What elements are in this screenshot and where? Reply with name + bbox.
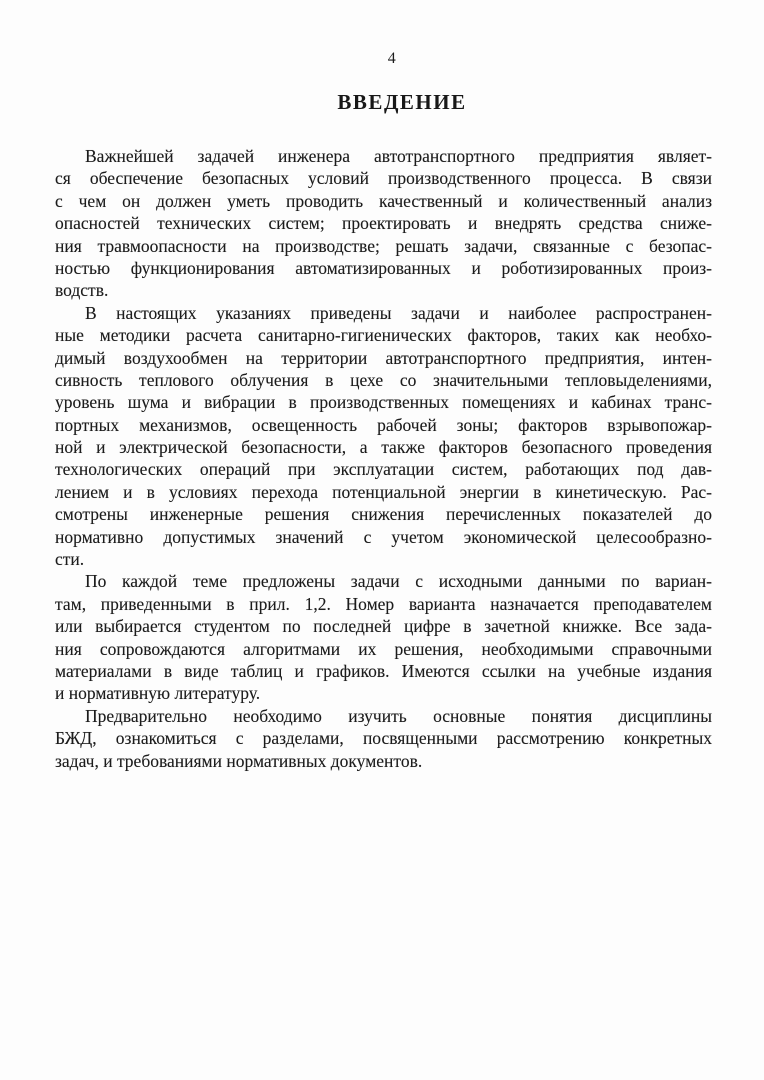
page-title: ВВЕДЕНИЕ [337,90,467,114]
text-line: задач, и требованиями нормативных документов. [55,750,423,771]
text-line: Важнейшей задачей инженера автотранспортного предприятия являет- [85,146,712,166]
text-line: По каждой теме предложены задачи с исходными данными по вариан- [85,571,712,592]
text-line: водств. [55,280,109,301]
text-line: ностью функционирования автоматизированных и роботизированных произ- [55,257,712,278]
text-line: ные методики расчета санитарно-гигиенических факторов, таких как необхо- [55,325,712,346]
text-line: ной и электрической безопасности, а также факторов безопасного проведения [55,437,712,458]
text-line: нормативно допустимых значений с учетом экономической целесообразно- [55,526,712,547]
text-line: Предварительно необходимо изучить основные понятия дисциплины [85,705,712,726]
text-line: БЖД, ознакомиться с разделами, посвященными рассмотрению конкретных [55,728,712,749]
text-line: уровень шума и вибрации в производственных помещениях и кабинах транс- [55,392,712,413]
text-line: сивность теплового облучения в цехе со значительными тепловыделениями, [55,369,712,390]
text-line: материалами в виде таблиц и графиков. Имеются ссылки на учебные издания [55,660,712,681]
text-line: или выбирается студентом по последней цифре в зачетной книжке. Все зада- [55,616,712,637]
text-line: и нормативную литературу. [55,683,261,704]
text-line: там, приведенными в прил. 1,2. Номер варианта назначается преподавателем [55,593,712,614]
text-line: ния травмоопасности на производстве; решать задачи, связанные с безопас- [55,235,712,256]
paragraph [55,705,712,772]
text-line: портных механизмов, освещенность рабочей зоны; факторов взрывопожар- [55,414,712,435]
page-number: 4 [387,50,397,67]
text-line: димый воздухообмен на территории автотранспортного предприятия, интен- [55,347,712,368]
text-line: смотрены инженерные решения снижения перечисленных показателей до [55,504,712,525]
text-line: сти. [55,549,85,570]
text-line: опасностей технических систем; проектировать и внедрять средства сниже- [55,213,712,234]
text-line: ния сопровождаются алгоритмами их решения, необходимыми справочными [55,638,712,659]
paragraph [55,145,712,302]
text-line: технологических операций при эксплуатации систем, работающих под дав- [55,459,712,480]
paragraph [55,302,712,571]
text-line: В настоящих указаниях приведены задачи и наиболее распространен- [85,302,712,323]
text-line: с чем он должен уметь проводить качественный и количественный анализ [55,190,712,211]
text-line: лением и в условиях перехода потенциальной энергии в кинетическую. Рас- [55,481,712,502]
document-body [55,145,712,772]
text-line: ся обеспечение безопасных условий производственного процесса. В связи [55,168,712,189]
paragraph [55,570,712,704]
